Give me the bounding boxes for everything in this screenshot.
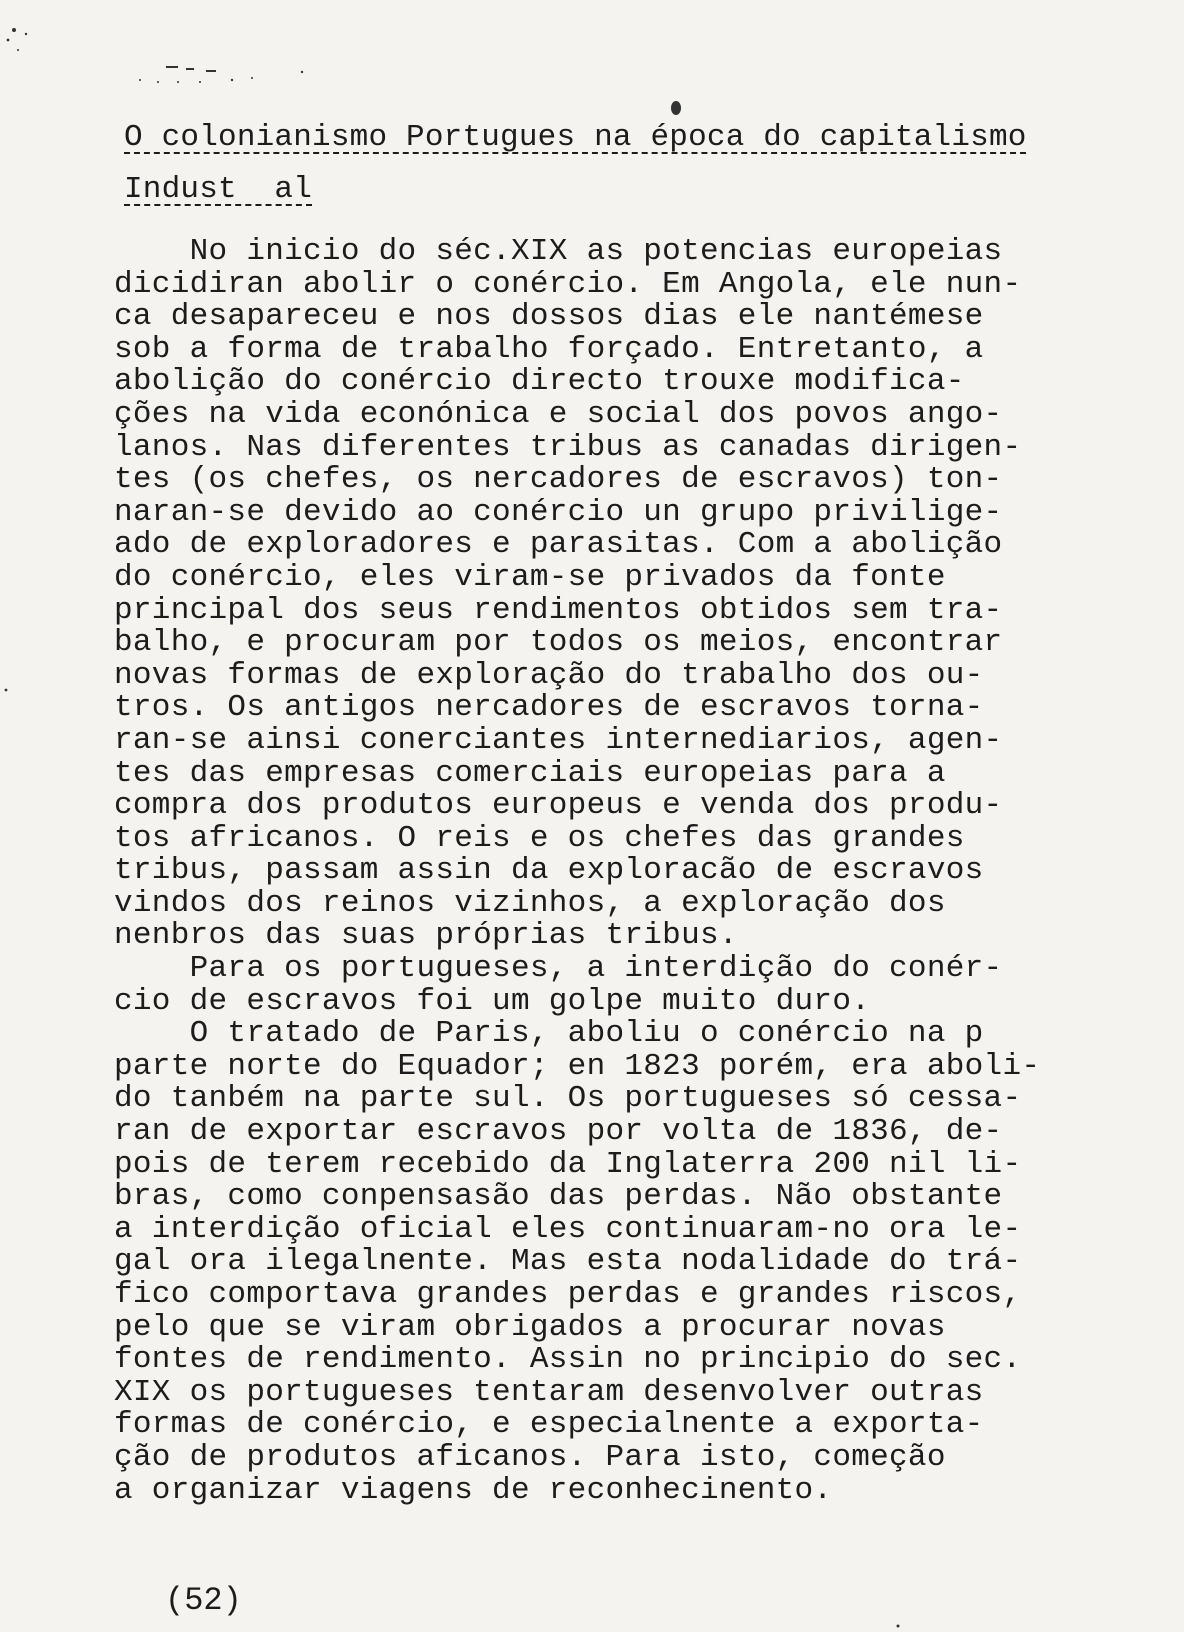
text-line: abolição do conércio directo trouxe modifica- xyxy=(114,364,965,400)
document-title xyxy=(124,112,1124,216)
title-line: O colonianismo Portugues na época do capitalismo xyxy=(124,120,1027,155)
text-line: balho, e procuram por todos os meios, encontrar xyxy=(114,625,1003,661)
text-line: dicidiran abolir o conércio. Em Angola, ele nun- xyxy=(114,266,1022,302)
text-line: principal dos seus rendimentos obtidos sem tra- xyxy=(114,592,1003,628)
text-line: gal ora ilegalnente. Mas esta nodalidade do trá- xyxy=(114,1244,1022,1280)
text-line: nenbros das suas próprias tribus. xyxy=(114,918,738,954)
body-text xyxy=(114,236,1154,1507)
text-line: do tanbém na parte sul. Os portugueses só cessa- xyxy=(114,1081,1022,1117)
text-line: tos africanos. O reis e os chefes das grandes xyxy=(114,820,965,856)
text-line: tros. Os antigos nercadores de escravos torna- xyxy=(114,690,984,726)
text-line: tes das empresas comerciais europeias para a xyxy=(114,755,946,791)
text-line: tribus, passam assin da exploracão de escravos xyxy=(114,853,984,889)
text-line: tes (os chefes, os nercadores de escravos) ton- xyxy=(114,462,1003,498)
text-line: formas de conércio, e especialnente a exporta- xyxy=(114,1407,984,1443)
text-line: ran de exportar escravos por volta de 1836, de- xyxy=(114,1114,1003,1150)
text-line: O tratado de Paris, aboliu o conércio na p xyxy=(114,1016,984,1052)
title-line: Indust al xyxy=(124,172,313,207)
page-number: (52) xyxy=(165,1582,242,1619)
text-line: No inicio do séc.XIX as potencias europeias xyxy=(114,234,1003,269)
text-line: fontes de rendimento. Assin no principio do sec. xyxy=(114,1342,1022,1378)
text-line: ca desapareceu e nos dossos dias ele nantémese xyxy=(114,299,984,335)
text-line: cio de escravos foi um golpe muito duro. xyxy=(114,983,871,1019)
text-line: Para os portugueses, a interdição do conér- xyxy=(114,951,1003,987)
text-line: ado de exploradores e parasitas. Com a abolição xyxy=(114,527,1003,563)
text-line: novas formas de exploração do trabalho dos ou- xyxy=(114,657,984,693)
text-line: ção de produtos aficanos. Para isto, começão xyxy=(114,1439,946,1475)
text-line: do conércio, eles viram-se privados da fonte xyxy=(114,559,946,595)
text-line: ran-se ainsi conerciantes internediarios, agen- xyxy=(114,722,1003,758)
text-line: sob a forma de trabalho forçado. Entretanto, a xyxy=(114,331,984,367)
text-line: ções na vida econónica e social dos povos ango- xyxy=(114,396,1003,432)
text-line: lanos. Nas diferentes tribus as canadas dirigen- xyxy=(114,429,1022,465)
text-line: parte norte do Equador; en 1823 porém, era aboli- xyxy=(114,1048,1041,1084)
text-line: a interdição oficial eles continuaram-no ora le- xyxy=(114,1211,1022,1247)
text-line: pois de terem recebido da Inglaterra 200 nil li- xyxy=(114,1146,1022,1182)
text-line: naran-se devido ao conércio un grupo privilige- xyxy=(114,494,1003,530)
text-line: pelo que se viram obrigados a procurar novas xyxy=(114,1309,946,1345)
text-line: a organizar viagens de reconhecinento. xyxy=(114,1472,833,1508)
text-line: fico comportava grandes perdas e grandes riscos, xyxy=(114,1277,1022,1312)
text-line: compra dos produtos europeus e venda dos produ- xyxy=(114,788,1003,824)
text-line: XIX os portugueses tentaram desenvolver outras xyxy=(114,1374,984,1410)
text-line: vindos dos reinos vizinhos, a exploração dos xyxy=(114,885,946,921)
text-line: bras, como conpensasão das perdas. Não obstante xyxy=(114,1179,1003,1215)
